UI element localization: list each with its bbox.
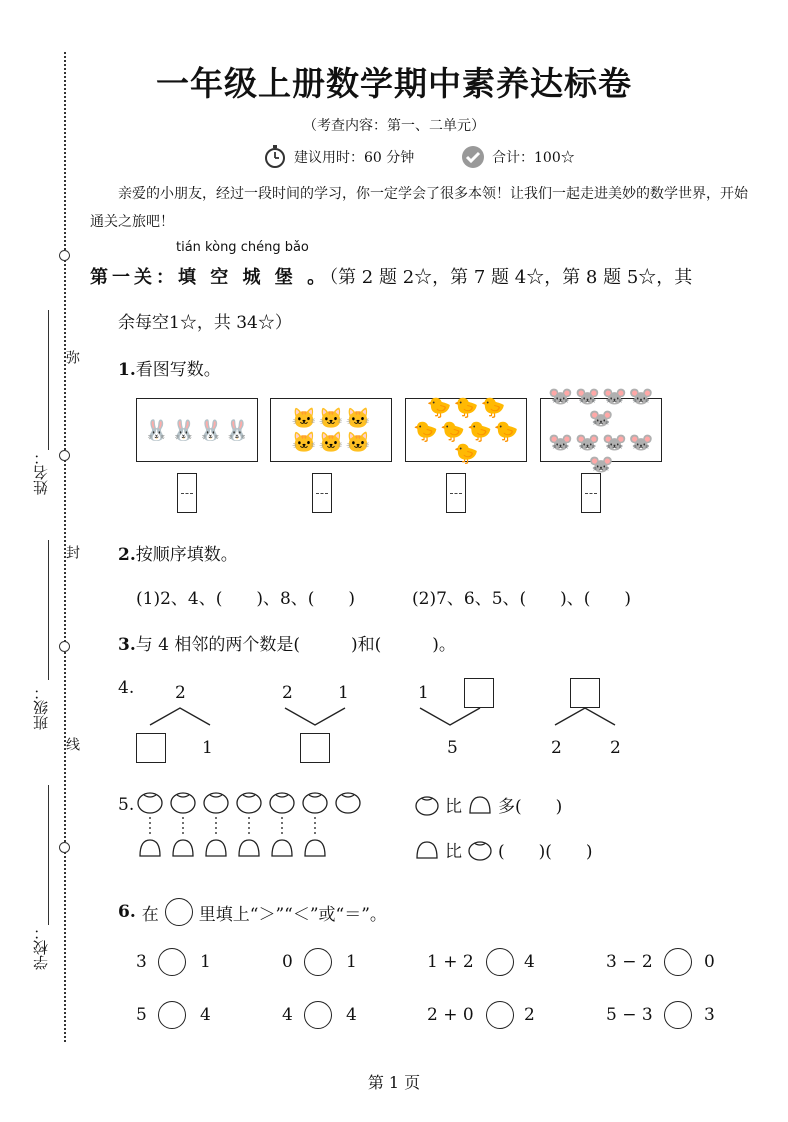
operand: 1 — [346, 952, 357, 972]
q2-part-2[interactable]: (2)7、6、5、( )、( ) — [412, 589, 632, 609]
compare-word: 比 — [445, 842, 462, 862]
q2-part-1[interactable]: (1)2、4、( )、8、( ) — [136, 589, 356, 609]
binding-hole — [59, 450, 70, 461]
operand: 3 − 2 — [606, 952, 653, 972]
compare-circle[interactable] — [304, 948, 332, 976]
peach-icon — [305, 840, 325, 856]
picture-chicks: 🐤 🐤 🐤 🐤 🐤 🐤 🐤 🐤 — [405, 398, 527, 462]
answer-box[interactable] — [312, 473, 332, 513]
picture-cats: 🐱 🐱 🐱 🐱 🐱 🐱 — [270, 398, 392, 462]
binding-hole — [59, 641, 70, 652]
split-answer-box[interactable] — [464, 678, 494, 708]
total-info — [460, 144, 575, 170]
tomato-icon — [270, 793, 294, 813]
question-4-number: 4. — [118, 678, 135, 698]
operand: 1 — [200, 952, 211, 972]
question-6 — [118, 898, 387, 926]
tomato-icon — [171, 793, 195, 813]
compare-circle[interactable] — [304, 1001, 332, 1029]
compare-circle[interactable] — [664, 948, 692, 976]
section-note-cont: 余每空1☆，共 34☆） — [118, 313, 292, 333]
compare-circle[interactable] — [158, 948, 186, 976]
operand: 5 − 3 — [606, 1005, 653, 1025]
question-number: 2. — [118, 545, 136, 565]
operand: 4 — [346, 1005, 357, 1025]
operand: 1 + 2 — [427, 952, 474, 972]
split-top: 5 — [447, 738, 458, 758]
intro-text: 亲爱的小朋友，经过一段时间的学习，你一定学会了很多本领！让我们一起走进美妙的数学世界，开始通关之旅吧！ — [90, 186, 748, 230]
seal-char: 线 — [64, 737, 80, 751]
peach-icon — [140, 840, 160, 856]
compare-word: 比 — [445, 797, 462, 817]
compare-circle[interactable] — [486, 948, 514, 976]
picture-mice: 🐭 🐭 🐭 🐭 🐭 🐭 🐭 🐭 🐭 🐭 — [540, 398, 662, 462]
split-part: 2 — [610, 738, 621, 758]
question-2 — [118, 540, 238, 565]
peach-icon — [239, 840, 259, 856]
name-label: 姓名： — [32, 450, 50, 495]
peach-icon — [272, 840, 292, 856]
question-1 — [118, 355, 221, 380]
binding-hole — [59, 842, 70, 853]
compare-row-2 — [136, 1005, 756, 1045]
split-top: 2 — [175, 683, 186, 703]
seal-char: 封 — [64, 545, 80, 559]
page-title: 一年级上册数学期中素养达标卷 — [156, 64, 632, 103]
stopwatch-icon — [262, 144, 288, 170]
school-field-line[interactable] — [48, 785, 49, 925]
total-label: 合计：100☆ — [492, 150, 575, 166]
question-number: 1. — [118, 360, 136, 380]
picture-rabbits: 🐰 🐰 🐰 🐰 — [136, 398, 258, 462]
peach-icon — [206, 840, 226, 856]
peach-icon — [415, 840, 439, 860]
check-badge-icon — [460, 144, 486, 170]
split-part: 2 — [551, 738, 562, 758]
q5-line-1 — [415, 792, 562, 817]
question-text: 看图写数。 — [135, 360, 221, 380]
tomato-icon — [138, 793, 162, 813]
compare-circle[interactable] — [664, 1001, 692, 1029]
compare-circle[interactable] — [158, 1001, 186, 1029]
question-number: 6. — [118, 902, 136, 922]
operand: 0 — [282, 952, 293, 972]
q5-answer-2[interactable]: ( )( ) — [498, 842, 593, 862]
circle-symbol — [165, 898, 193, 926]
section-note: （第 2 题 2☆，第 7 题 4☆，第 8 题 5☆，其 — [329, 267, 693, 288]
question-text: 在 — [141, 904, 159, 925]
operand: 2 + 0 — [427, 1005, 474, 1025]
question-text: 里填上“＞”“＜”或“＝”。 — [198, 904, 387, 925]
tomato-icon — [468, 839, 492, 861]
section-title: 第一关：填 空 城 堡 。 — [90, 267, 330, 288]
operand: 2 — [524, 1005, 535, 1025]
operand: 4 — [282, 1005, 293, 1025]
question-text: 按顺序填数。 — [135, 545, 238, 565]
time-info — [262, 144, 414, 170]
compare-circle[interactable] — [486, 1001, 514, 1029]
peach-icon — [468, 795, 492, 815]
seal-char: 弥 — [64, 350, 80, 364]
question-3 — [118, 630, 456, 655]
split-part: 2 — [282, 683, 293, 703]
operand: 4 — [200, 1005, 211, 1025]
operand: 3 — [136, 952, 147, 972]
question-text[interactable]: 与 4 相邻的两个数是( )和( )。 — [135, 635, 456, 655]
operand: 0 — [704, 952, 715, 972]
split-answer-box[interactable] — [136, 733, 166, 763]
operand: 4 — [524, 952, 535, 972]
answer-box[interactable] — [446, 473, 466, 513]
peach-icon — [173, 840, 193, 856]
split-answer-box[interactable] — [300, 733, 330, 763]
fruit-comparison — [134, 790, 374, 862]
operand: 3 — [704, 1005, 715, 1025]
q5-line-2 — [415, 837, 593, 862]
question-5-number: 5. — [118, 795, 135, 815]
tomato-icon — [204, 793, 228, 813]
split-part: 1 — [202, 738, 213, 758]
page-number: 第 1 页 — [367, 1073, 421, 1092]
school-label: 学校： — [32, 925, 50, 970]
binding-hole — [59, 250, 70, 261]
section-pinyin: tián kòng chéng bǎo — [176, 240, 309, 255]
question-number: 3. — [118, 635, 136, 655]
name-field-line[interactable] — [48, 310, 49, 450]
class-field-line[interactable] — [48, 540, 49, 680]
section-header — [90, 263, 692, 289]
tomato-icon — [237, 793, 261, 813]
class-label: 班级： — [32, 685, 50, 730]
answer-box[interactable] — [581, 473, 601, 513]
q5-answer-1[interactable]: 多( ) — [498, 797, 563, 817]
split-part: 1 — [338, 683, 349, 703]
answer-box[interactable] — [177, 473, 197, 513]
operand: 5 — [136, 1005, 147, 1025]
split-part: 1 — [418, 683, 429, 703]
split-answer-box[interactable] — [570, 678, 600, 708]
tomato-icon — [336, 793, 360, 813]
compare-row-1 — [136, 952, 756, 992]
tomato-icon — [303, 793, 327, 813]
subtitle: （考查内容：第一、二单元） — [303, 118, 485, 134]
tomato-icon — [415, 794, 439, 816]
time-label: 建议用时：60 分钟 — [294, 150, 415, 166]
